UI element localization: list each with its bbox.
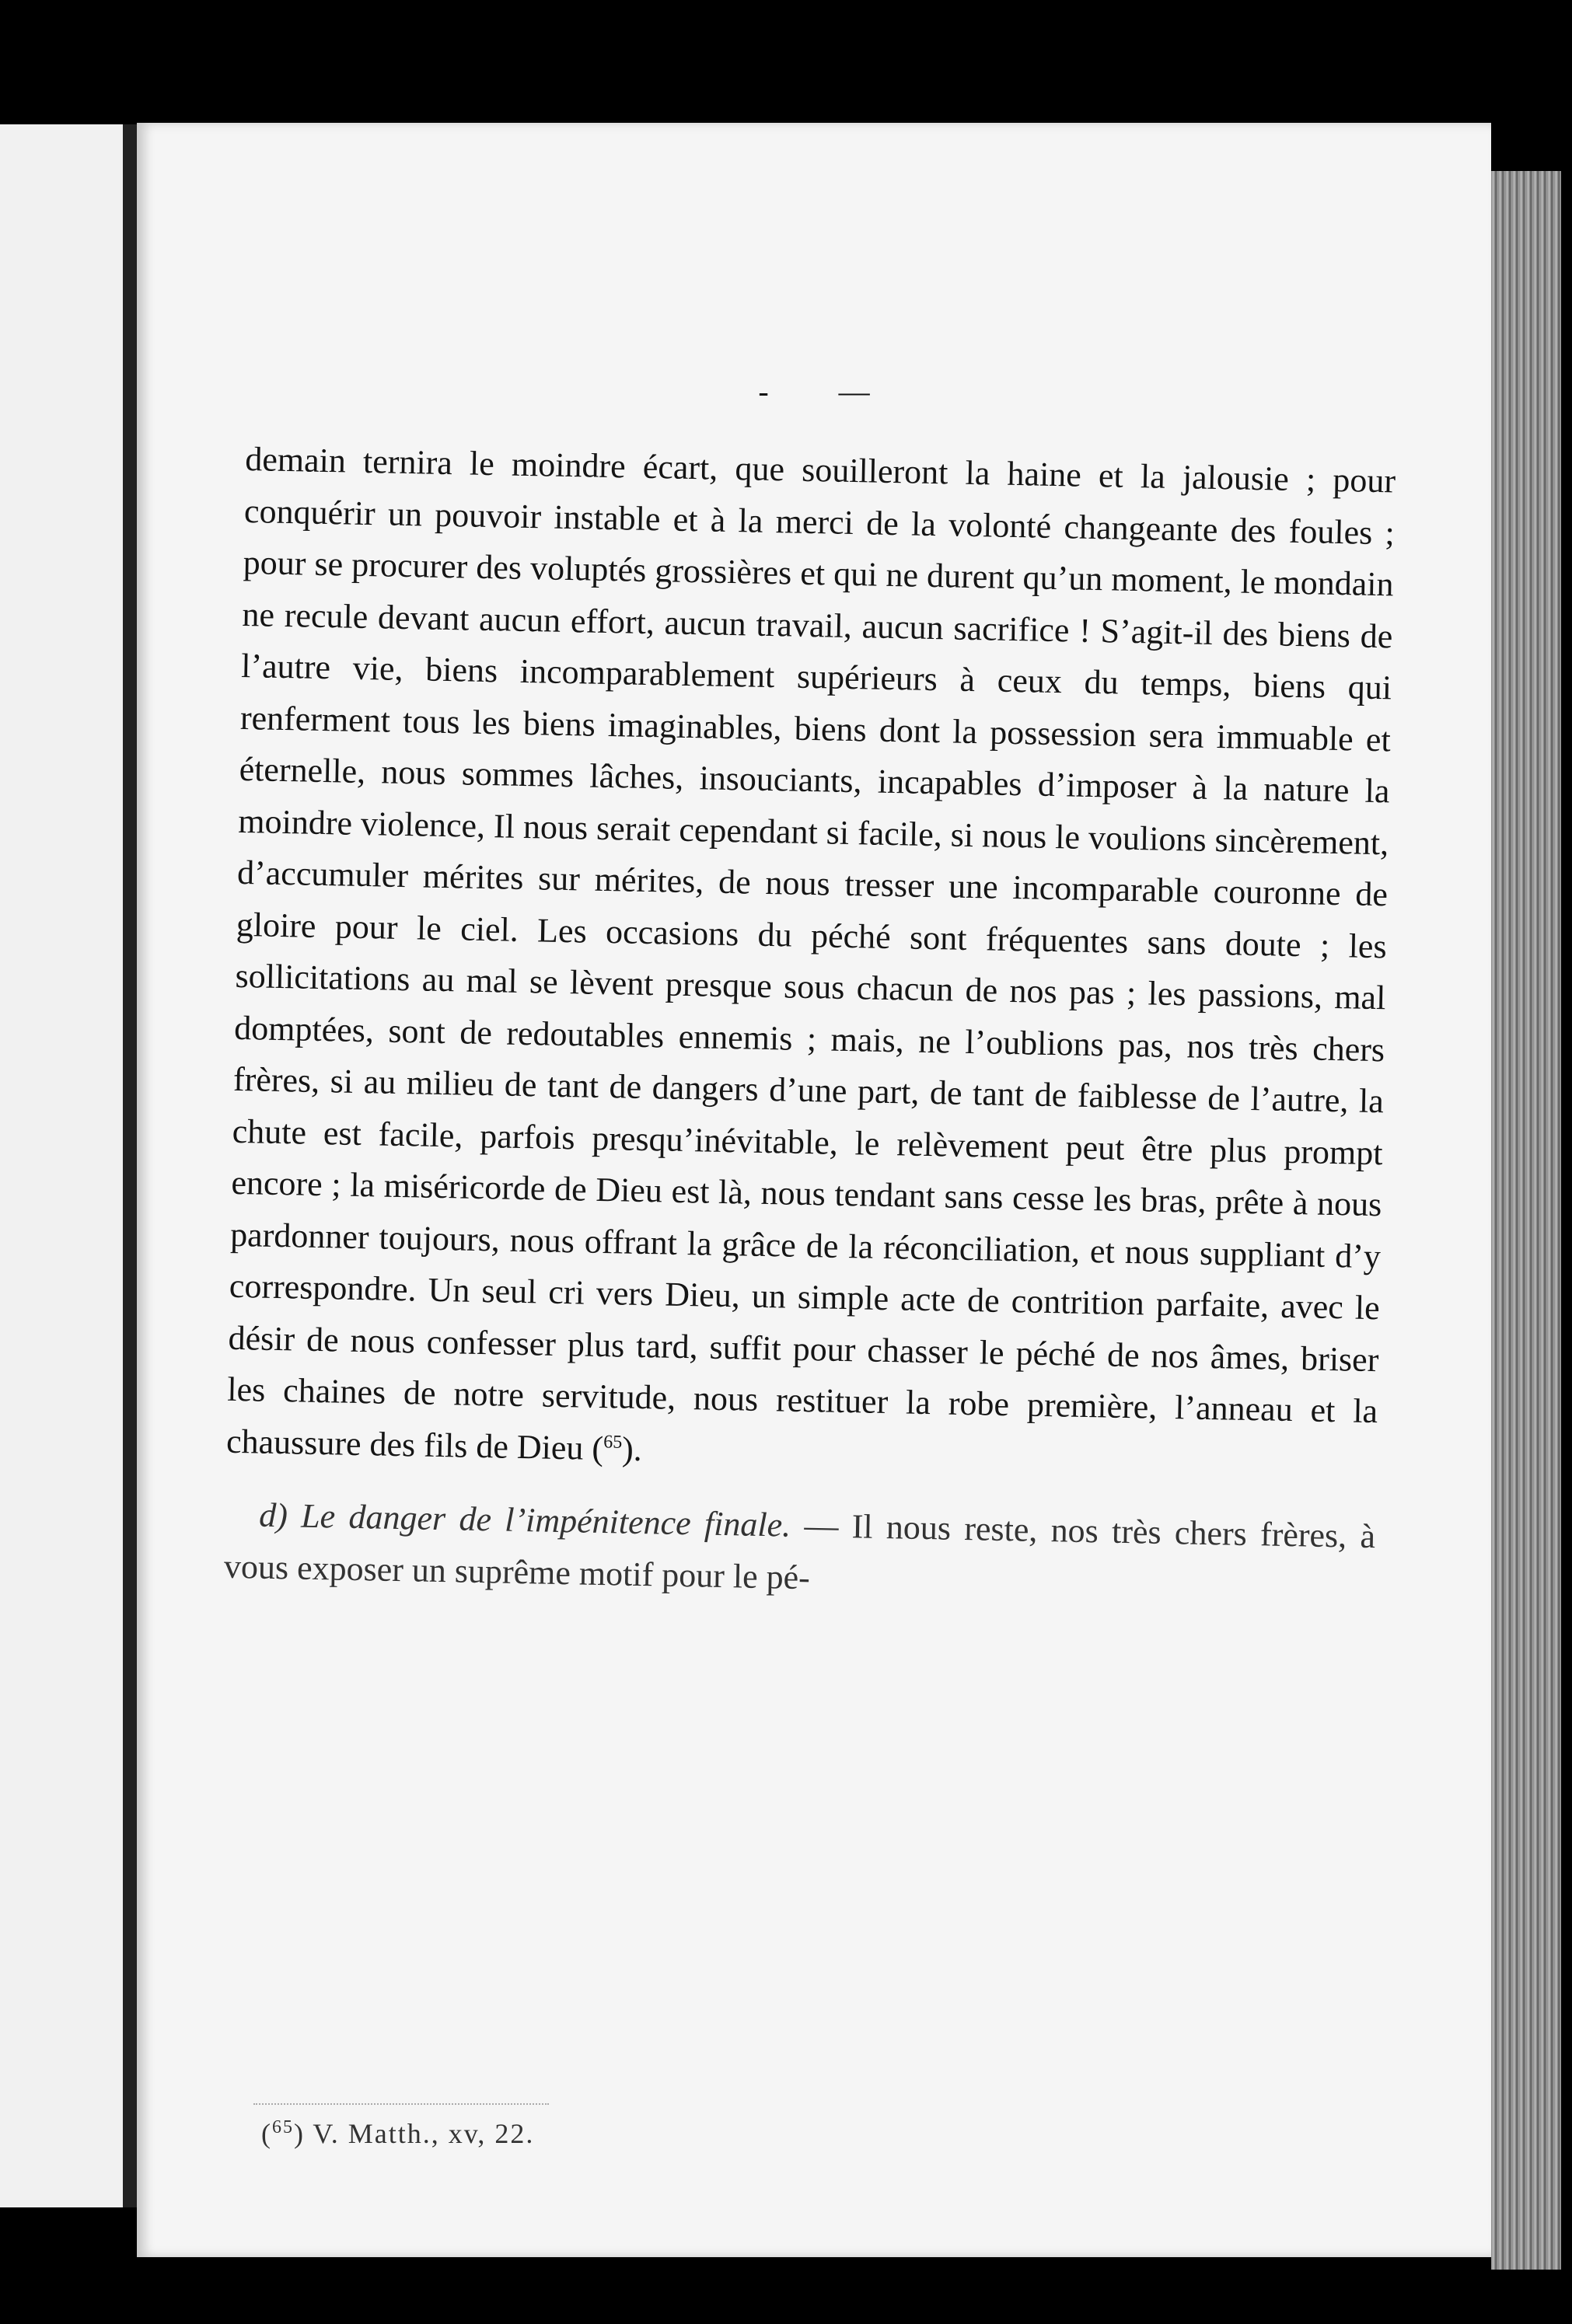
footnote: ($^{65}$) V. Matth., xv, 22.	[261, 2117, 535, 2149]
section-heading: d) Le danger de l’impénitence finale.	[258, 1495, 791, 1544]
footnote-reference: 65	[603, 1431, 623, 1453]
paragraph-2-text: — Il nous reste, nos très chers frères, à vous exposer un suprême motif pour le pé-	[223, 1506, 1376, 1596]
page-stack-edge	[1491, 171, 1561, 2270]
body-paragraph-2	[223, 1489, 1375, 1614]
body-paragraph-1	[225, 434, 1396, 1489]
book-gutter	[123, 124, 137, 2207]
header-left-mark: -	[758, 374, 769, 409]
footnote-text: V. Matth., xv, 22.	[313, 2118, 535, 2149]
footnote-number: 65	[272, 2117, 294, 2137]
page-body	[223, 434, 1396, 1649]
book-page	[137, 123, 1491, 2257]
left-page-margin	[0, 124, 123, 2207]
page-header	[137, 373, 1491, 410]
paragraph-1-text: demain ternira le moindre écart, que souilleront la haine et la jalousie ; pour conquérir un pouvoir instable et à la merci de la volonté changeante des foules ; pour se procurer des voluptés grossières et qui ne durent qu’un moment, le mondain ne recule devant aucun effort, aucun travail, aucun sacrifice ! S’agit-il des biens de l’autre vie, biens incomparablement supérieurs à ceux du temps, biens qui renferment tous les biens imaginables, biens dont la possession sera immuable et éternelle, nous sommes lâches, insouciants, incapables d’imposer à la nature la moindre violence, Il nous serait cependant si facile, si nous le voulions sincèrement, d’accumuler mérites sur mérites, de nous tresser une incomparable couronne de gloire pour le ciel. Les occasions du péché sont fréquentes sans doute ; les sollicitations au mal se lèvent presque sous chacun de nos pas ; les passions, mal domptées, sont de redoutables ennemis ; mais, ne l’oublions pas, nos très chers frères, si au milieu de tant de dangers d’une part, de tant de faiblesse de l’autre, la chute est facile, parfois presqu’inévitable, le relèvement peut être plus prompt encore ; la miséricorde de Dieu est là, nous tendant sans cesse les bras, prête à nous pardonner toujours, nous offrant la grâce de la réconciliation, et nous suppliant d’y correspondre. Un seul cri vers Dieu, un simple acte de contrition parfaite, avec le désir de nous confesser plus tard, suffit pour chasser le péché de nos âmes, briser les chaines de notre servitude, nous restituer la robe première, l’anneau et la chaussure des fils de Dieu (	[225, 439, 1396, 1467]
header-right-mark: —	[838, 374, 870, 409]
footnote-divider	[253, 2103, 549, 2105]
paragraph-1-end: ).	[621, 1429, 643, 1468]
